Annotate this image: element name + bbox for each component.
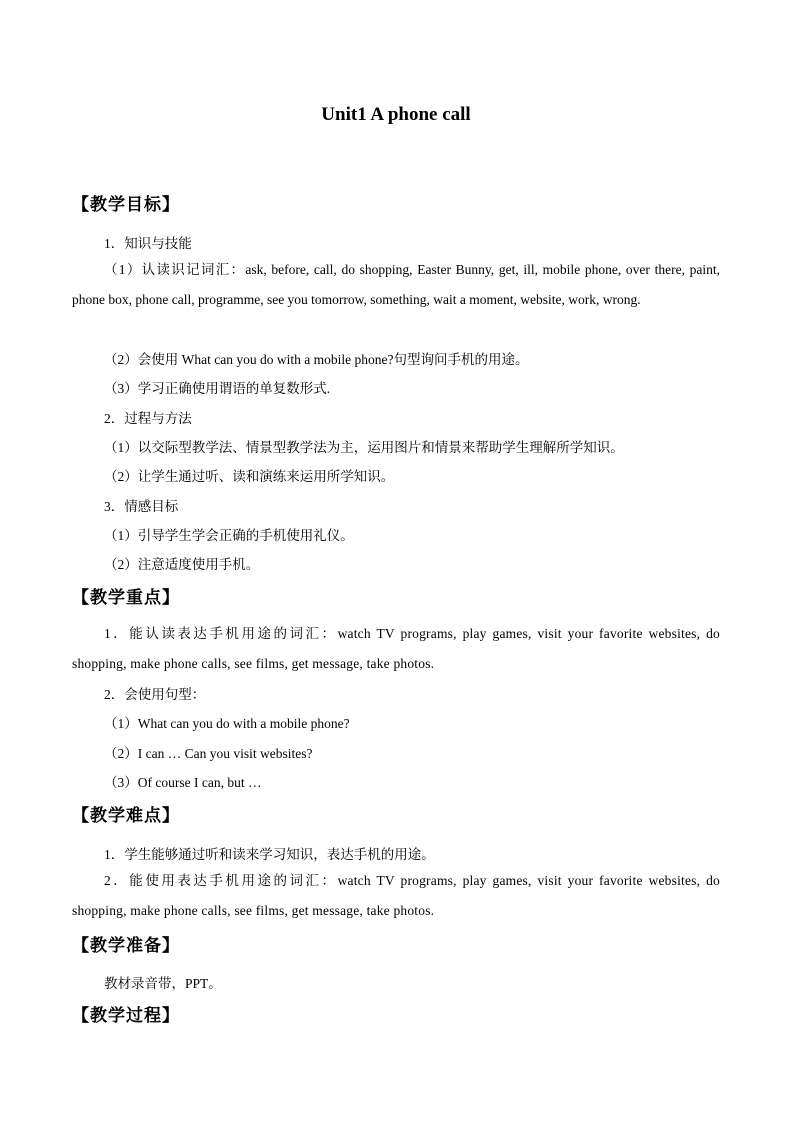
section-heading-key-points: 【教学重点】 [72, 588, 180, 607]
goals-sub3-item1: （1）引导学生学会正确的手机使用礼仪。 [104, 528, 354, 543]
key-points-item2-sub2: （2）I can … Can you visit websites? [104, 746, 313, 761]
goals-sub1-item1: （1）认读识记词汇：ask, before, call, do shopping, Easter Bunny, get, ill, mobile phone, over there, paint, phone box, phone call, programme, see you tomorrow, something, wait a moment, website, work, wrong. [72, 262, 720, 307]
page-title: Unit1 A phone call [321, 104, 471, 125]
section-heading-process: 【教学过程】 [72, 1006, 180, 1025]
goals-sub2-item2: （2）让学生通过听、读和演练来运用所学知识。 [104, 469, 395, 484]
preparation-item1: 教材录音带，PPT。 [104, 976, 222, 991]
goals-sub2-item1: （1）以交际型教学法、情景型教学法为主，运用图片和情景来帮助学生理解所学知识。 [104, 440, 624, 455]
key-points-item2-sub1: （1）What can you do with a mobile phone? [104, 716, 350, 731]
goals-sub1: 1．知识与技能 [104, 236, 192, 251]
goals-sub1-item2: （2）会使用 What can you do with a mobile phone?句型询问手机的用途。 [104, 352, 529, 367]
key-points-item1: 1．能认读表达手机用途的词汇：watch TV programs, play games, visit your favorite websites, do shopping, make phone calls, see films, get message, take photos. [72, 626, 720, 671]
difficulties-item2: 2．能使用表达手机用途的词汇：watch TV programs, play games, visit your favorite websites, do shopping, make phone calls, see films, get message, take photos. [72, 873, 720, 918]
key-points-item2: 2．会使用句型： [104, 687, 206, 702]
goals-sub3-item2: （2）注意适度使用手机。 [104, 557, 260, 572]
goals-sub3: 3．情感目标 [104, 499, 179, 514]
goals-sub2: 2．过程与方法 [104, 411, 192, 426]
section-heading-preparation: 【教学准备】 [72, 936, 180, 955]
goals-sub1-item3: （3）学习正确使用谓语的单复数形式. [104, 381, 331, 396]
difficulties-item1: 1．学生能够通过听和读来学习知识，表达手机的用途。 [104, 847, 435, 862]
key-points-item2-sub3: （3）Of course I can, but … [104, 775, 262, 790]
section-heading-goals: 【教学目标】 [72, 195, 180, 214]
section-heading-difficulties: 【教学难点】 [72, 806, 180, 825]
